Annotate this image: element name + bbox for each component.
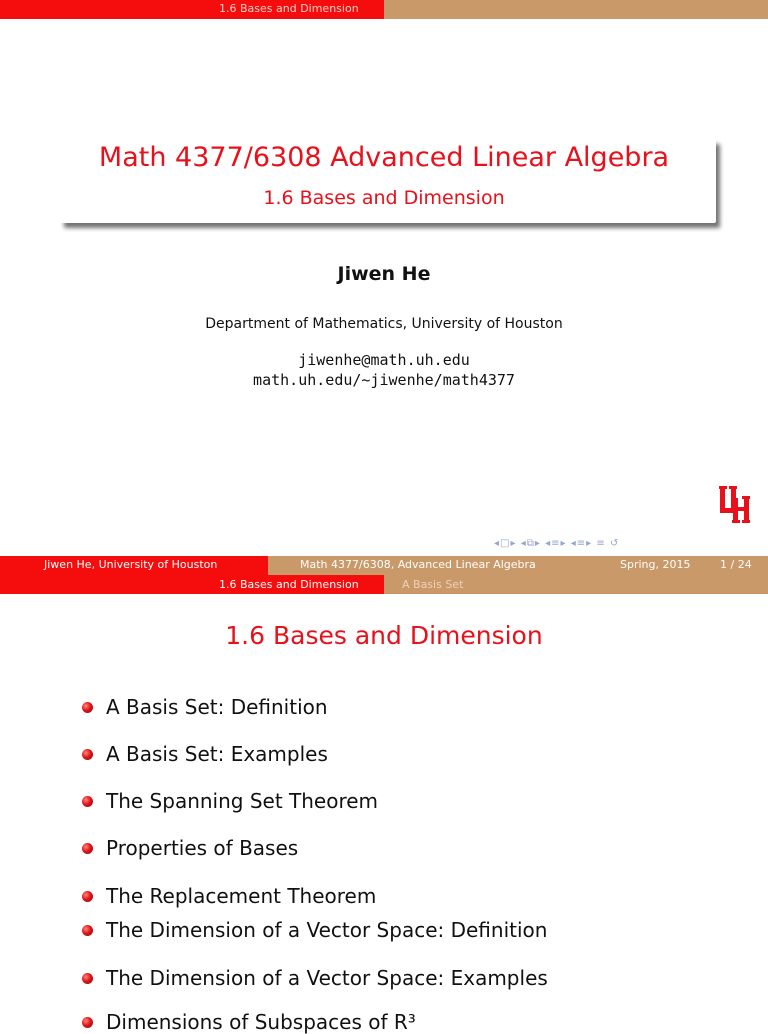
align-icon[interactable]: ≡ [596, 538, 606, 549]
doc-prev-icon[interactable]: ◂ [570, 538, 577, 549]
bullet-icon [82, 891, 93, 902]
list-item-label: The Dimension of a Vector Space: Examples [106, 966, 548, 990]
list-item-label: The Dimension of a Vector Space: Definition [106, 918, 548, 942]
slide-title: Math 4377/6308 Advanced Linear Algebra [98, 142, 670, 173]
slide1-header-section[interactable]: 1.6 Bases and Dimension [219, 2, 359, 15]
subsection-icon[interactable]: ⧉ [526, 538, 535, 549]
section-title: 1.6 Bases and Dimension [225, 621, 543, 650]
footer-author: Jiwen He, University of Houston [44, 558, 218, 571]
frame-next-icon[interactable]: ▸ [510, 538, 517, 549]
footer-term: Spring, 2015 [620, 558, 691, 571]
footer-page: 1 / 24 [720, 558, 752, 571]
author-name: Jiwen He [337, 263, 431, 285]
frame-prev-icon[interactable]: ◂ [494, 538, 501, 549]
beamer-navigation [494, 538, 619, 549]
list-item[interactable] [82, 836, 298, 860]
uh-logo-icon [719, 486, 751, 524]
subsection-prev-icon[interactable]: ◂ [520, 538, 527, 549]
bullet-icon [82, 973, 93, 984]
list-item-label: The Replacement Theorem [106, 884, 377, 908]
bullet-icon [82, 843, 93, 854]
list-item-label: The Spanning Set Theorem [106, 789, 379, 813]
list-item-label: A Basis Set: Definition [106, 695, 328, 719]
list-item-label: Properties of Bases [106, 836, 299, 860]
doc-next-icon[interactable]: ▸ [586, 538, 593, 549]
doc-icon[interactable]: ≡ [576, 538, 587, 549]
section-next-icon[interactable]: ▸ [560, 538, 567, 549]
bullet-icon [82, 702, 93, 713]
section-prev-icon[interactable]: ◂ [545, 538, 552, 549]
bullet-icon [82, 1017, 93, 1028]
frame-icon[interactable]: □ [500, 538, 511, 549]
section-icon[interactable]: ≡ [551, 538, 561, 549]
subsection-next-icon[interactable]: ▸ [534, 538, 541, 549]
slide2-header-section[interactable]: 1.6 Bases and Dimension [219, 578, 359, 591]
list-item[interactable] [82, 742, 328, 766]
slide2-header-subsection[interactable]: A Basis Set [402, 578, 464, 591]
author-department: Department of Mathematics, University of Houston [205, 316, 563, 332]
footer-course: Math 4377/6308, Advanced Linear Algebra [300, 558, 536, 571]
list-item[interactable] [82, 918, 547, 942]
bullet-icon [82, 925, 93, 936]
slide-subtitle: 1.6 Bases and Dimension [263, 187, 505, 209]
list-item[interactable] [82, 695, 328, 719]
course-url[interactable]: math.uh.edu/~jiwenhe/math4377 [253, 371, 515, 389]
author-email[interactable]: jiwenhe@math.uh.edu [298, 351, 470, 369]
search-icon[interactable]: ↺ [609, 538, 620, 549]
bullet-icon [82, 749, 93, 760]
list-item-label: Dimensions of Subspaces of R³ [106, 1010, 416, 1034]
list-item[interactable] [82, 789, 378, 813]
list-item[interactable] [82, 884, 376, 908]
list-item[interactable] [82, 1010, 416, 1034]
slide1-header-right [384, 0, 768, 19]
bullet-icon [82, 796, 93, 807]
list-item[interactable] [82, 966, 548, 990]
list-item-label: A Basis Set: Examples [106, 742, 328, 766]
